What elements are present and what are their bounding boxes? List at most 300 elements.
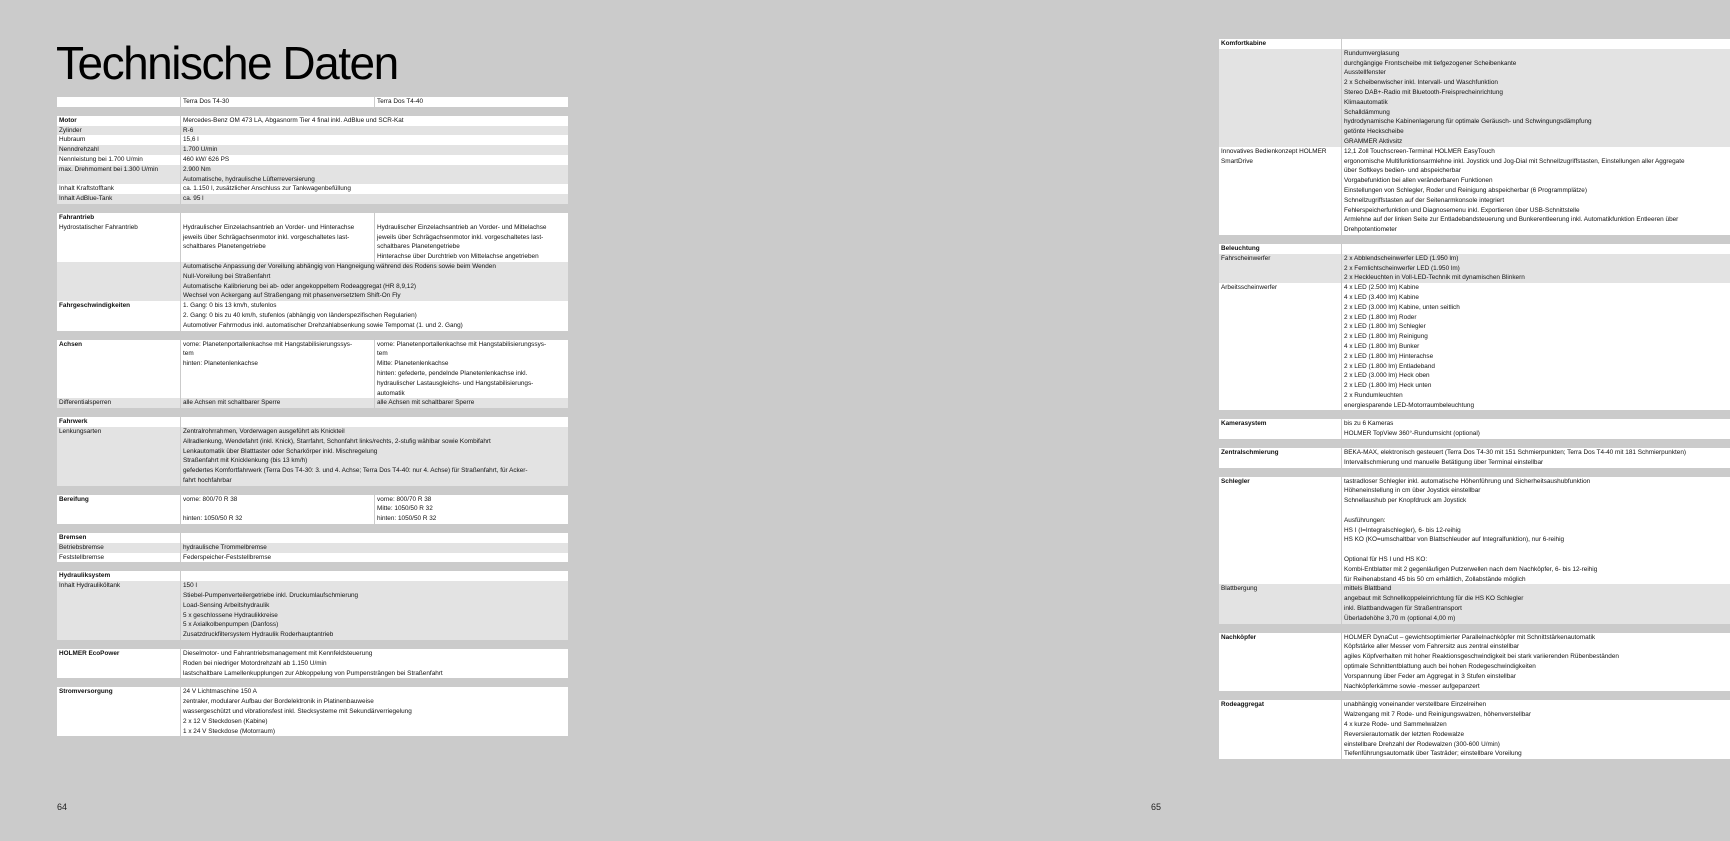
label-text: HOLMER EcoPower	[59, 650, 120, 658]
spec-row	[57, 687, 568, 736]
cell-line: gefedertes Komfortfahrwerk (Terra Dos T4-30: 3. und 4. Achse; Terra Dos T4-40: nur 4. Achse) für Straßenfahrt, für Acker-	[183, 467, 528, 475]
row-label	[1219, 633, 1341, 692]
cell-line: Reversierautomatik der letzten Rodewalze	[1344, 730, 1465, 738]
cell-line: Hydraulischer Einzelachsantrieb an Vorder- und Hinterachse	[183, 223, 355, 231]
cell-line: Überladehöhe 3,70 m (optional 4,00 m)	[1344, 614, 1456, 622]
row-label	[1219, 254, 1341, 283]
row-label	[57, 571, 180, 581]
value-t4-40	[374, 495, 568, 524]
row-spacer	[1219, 468, 1730, 477]
cell-line: Lenkautomatik über Blatttaster oder Scharkörper inkl. Mischregelung	[183, 447, 378, 455]
page-title: Technische Daten	[56, 37, 398, 89]
label-text: Beleuchtung	[1221, 244, 1260, 252]
label-line: Innovatives Bedienkonzept HOLMER	[1221, 147, 1327, 155]
row-spacer	[57, 524, 568, 533]
value-cell	[1341, 419, 1730, 439]
row-label	[1219, 283, 1341, 410]
cell-line: angebaut mit Schnellkoppeleinrichtung für die HS KO Schlegler	[1344, 595, 1524, 603]
cell-line: Automatische Anpassung der Voreilung abhängig von Hangneigung während des Rodens sowie beim Wenden	[183, 262, 496, 270]
cell-line: 4 x LED (2.500 lm) Kabine	[1344, 284, 1419, 292]
cell-line	[183, 571, 566, 581]
cell-line: 4 x LED (3.400 lm) Kabine	[1344, 293, 1419, 301]
cell-line: für Reihenabstand 45 bis 50 cm erhältlich, Zollabstände möglich	[1344, 575, 1526, 583]
cell-line: Automotiver Fahrmodus inkl. automatischer Drehzahlabsenkung sowie Tempomat (1. und 2. Gang)	[183, 321, 463, 329]
spec-row	[57, 135, 568, 145]
cell-line: 2 x LED (3.000 lm) Heck oben	[1344, 372, 1430, 380]
spec-row	[57, 427, 568, 486]
cell-line: ca. 1.150 l, zusätzlicher Anschluss zur Tankwagenbefüllung	[183, 185, 351, 193]
value-cell	[180, 581, 568, 640]
row-label	[57, 135, 180, 145]
cell-line: Straßenfahrt mit Knicklenkung (bis 13 km/h)	[183, 457, 308, 465]
cell-line: Ausstellfenster	[1344, 69, 1386, 77]
spec-row	[1219, 49, 1730, 147]
cell-line: hydraulischer Lastausgleichs- und Hangstabilisierungs-	[377, 379, 534, 387]
label-text	[59, 97, 178, 107]
value-t4-40	[374, 340, 568, 399]
cell-line: zentraler, modularer Aufbau der Bordelektronik in Platinenbauweise	[183, 698, 374, 706]
cell-line: Automatische Kalibrierung bei ab- oder angekoppeltem Rodeaggregat (HR 8,9,12)	[183, 282, 417, 290]
cell-line: Tiefenführungsautomatik über Tasträder; einstellbare Voreilung	[1344, 750, 1522, 758]
value-t4-30	[180, 97, 374, 107]
cell-line: GRAMMER Aktivsitz	[1344, 137, 1403, 145]
row-spacer	[57, 562, 568, 571]
value-cell	[1341, 283, 1730, 410]
value-t4-30	[180, 223, 374, 262]
value-t4-30	[180, 213, 374, 223]
cell-line	[1344, 39, 1728, 49]
spec-row	[57, 495, 568, 524]
cell-line: 2 x LED (3.000 lm) Kabine, unten seitlich	[1344, 303, 1460, 311]
cell-line: Kombi-Entblatter mit 2 gegenläufigen Putzerwellen nach dem Nachköpfer, 6- bis 12-reihig	[1344, 565, 1598, 573]
value-cell	[180, 687, 568, 736]
cell-line: 12,1 Zoll Touchscreen-Terminal HOLMER EasyTouch	[1344, 147, 1495, 155]
spec-row	[1219, 39, 1730, 49]
row-label	[57, 427, 180, 486]
label-text: Zentralschmierung	[1221, 449, 1279, 457]
label-text: Komfortkabine	[1221, 40, 1267, 47]
cell-line: 2 x Abblendscheinwerfer LED (1.950 lm)	[1344, 254, 1459, 262]
label-text: Nenndrehzahl	[59, 146, 99, 154]
cell-line: 2 x Fernlichtscheinwerfer LED (1.950 lm)	[1344, 264, 1460, 272]
cell-line: Rundumverglasung	[1344, 49, 1400, 57]
cell-line: vorne: 800/70 R 38	[377, 495, 432, 503]
row-spacer	[1219, 691, 1730, 700]
cell-line: automatik	[377, 389, 405, 397]
cell-line	[1344, 244, 1728, 254]
cell-line: 150 l	[183, 582, 197, 590]
cell-line: fahrt hochfahrbar	[183, 476, 232, 484]
value-t4-40	[374, 223, 568, 262]
cell-line: hydrodynamische Kabinenlagerung für optimale Geräusch- und Schwingungsdämpfung	[1344, 118, 1592, 126]
row-spacer	[57, 331, 568, 340]
cell-line: Wechsel von Ackergang auf Straßengang mit phasenversetztem Shift-On Fly	[183, 292, 401, 300]
row-label	[57, 301, 180, 330]
value-cell	[180, 165, 568, 185]
value-cell	[180, 135, 568, 145]
value-cell	[1341, 448, 1730, 468]
cell-line: Mitte: 1050/50 R 32	[377, 505, 433, 513]
cell-line: 1.700 U/min	[183, 146, 218, 154]
row-label	[57, 543, 180, 553]
spec-row	[57, 340, 568, 399]
row-label	[57, 533, 180, 543]
cell-line: 5 x geschlossene Hydraulikkreise	[183, 611, 278, 619]
spec-table-right	[1219, 39, 1730, 759]
value-cell	[180, 427, 568, 486]
cell-line: 1 x 24 V Steckdose (Motorraum)	[183, 727, 275, 735]
row-label	[1219, 419, 1341, 439]
cell-line: getönte Heckscheibe	[1344, 128, 1404, 136]
cell-line: Klimaautomatik	[1344, 98, 1388, 106]
label-text: Lenkungsarten	[59, 427, 102, 435]
row-label	[57, 340, 180, 399]
spec-row	[57, 116, 568, 126]
value-cell	[1341, 700, 1730, 759]
label-text: Kamerasystem	[1221, 420, 1267, 428]
label-line: SmartDrive	[1221, 157, 1253, 165]
spec-row	[57, 194, 568, 204]
cell-line: 4 x LED (1.800 lm) Bunker	[1344, 342, 1420, 350]
spec-row	[57, 213, 568, 223]
spec-row	[57, 581, 568, 640]
row-label	[57, 223, 180, 262]
cell-line: einstellbare Drehzahl der Rodewalzen (300-600 U/min)	[1344, 740, 1500, 748]
cell-line: Zentralrohrrahmen, Vorderwagen ausgeführt als Knickteil	[183, 427, 345, 435]
cell-line: BEKA-MAX, elektronisch gesteuert (Terra Dos T4-30 mit 151 Schmierpunkten; Terra Dos T4-40 mit 181 Schmierpunkten)	[1344, 449, 1687, 457]
spec-row	[57, 533, 568, 543]
label-text: Stromversorgung	[59, 688, 113, 696]
label-text	[1221, 49, 1339, 59]
cell-line: Automatische, hydraulische Lüfterreversierung	[183, 175, 315, 183]
spec-row	[57, 543, 568, 553]
row-spacer	[57, 678, 568, 687]
row-spacer	[57, 408, 568, 417]
label-text: Arbeitsscheinwerfer	[1221, 284, 1278, 292]
label-text: Inhalt AdBlue-Tank	[59, 195, 113, 203]
cell-line: jeweils über Schrägachsenmotor inkl. vorgeschaltetes last-	[377, 233, 544, 241]
spec-row	[57, 97, 568, 107]
row-label	[57, 184, 180, 194]
cell-line: Zusatzdruckfiltersystem Hydraulik Roderhauptantrieb	[183, 631, 334, 639]
cell-line: 2 x LED (1.800 lm) Entladeband	[1344, 362, 1435, 370]
value-cell	[180, 649, 568, 678]
row-label	[1219, 244, 1341, 254]
cell-line: Vorgabefunktion bei allen veränderbaren Funktionen	[1344, 177, 1493, 185]
cell-line: 2. Gang: 0 bis zu 40 km/h, stufenlos (abhängig von länderspezifischen Regularien)	[183, 311, 417, 319]
label-text: Fahrgeschwindigkeiten	[59, 302, 131, 310]
row-spacer	[57, 107, 568, 116]
row-label	[1219, 147, 1341, 235]
spec-row	[57, 571, 568, 581]
cell-line	[377, 213, 566, 223]
value-cell	[180, 155, 568, 165]
cell-line: energiesparende LED-Motorraumbeleuchtung	[1344, 401, 1475, 409]
spec-row	[1219, 700, 1730, 759]
cell-line: tastradloser Schlegler inkl. automatische Höhenführung und Sicherheitsaushubfunktion	[1344, 477, 1591, 485]
value-t4-30	[180, 340, 374, 399]
cell-line: Armlehne auf der linken Seite zur Entladebandsteuerung und Bunkerentleerung inkl. Automatikfunktion Entleeren über	[1344, 216, 1679, 224]
cell-line: 2 x Scheibenwischer inkl. Intervall- und Waschfunktion	[1344, 79, 1498, 87]
cell-line: ca. 95 l	[183, 195, 204, 203]
row-label	[1219, 584, 1341, 623]
value-t4-40	[374, 97, 568, 107]
spec-row	[57, 223, 568, 262]
cell-line: Fehlerspeicherfunktion und Diagnosemenu inkl. Exportieren über USB-Schnittstelle	[1344, 206, 1580, 214]
row-label	[57, 145, 180, 155]
cell-line: Hydraulischer Einzelachsantrieb an Vorder- und Mittelachse	[377, 223, 547, 231]
label-text: Feststellbremse	[59, 553, 105, 561]
row-label	[1219, 448, 1341, 468]
cell-line	[183, 417, 566, 427]
cell-line: Intervallschmierung und manuelle Betätigung über Terminal einstellbar	[1344, 458, 1544, 466]
label-text: Schlegler	[1221, 477, 1250, 485]
cell-line: durchgängige Frontscheibe mit tiefgezogener Scheibenkante	[1344, 59, 1517, 67]
spec-row	[57, 165, 568, 185]
cell-line	[183, 533, 566, 543]
cell-line: inkl. Blattbandwagen für Straßentransport	[1344, 605, 1462, 613]
cell-line: 2 x 12 V Steckdosen (Kabine)	[183, 717, 268, 725]
value-cell	[1341, 147, 1730, 235]
row-label	[57, 398, 180, 408]
row-label	[1219, 700, 1341, 759]
label-text	[59, 262, 178, 272]
cell-line: Drehpotentiometer	[1344, 226, 1397, 234]
label-text: Hubraum	[59, 136, 86, 144]
left-page	[0, 0, 595, 841]
cell-line: hydraulische Trommelbremse	[183, 543, 267, 551]
row-spacer	[1219, 624, 1730, 633]
value-t4-30	[180, 495, 374, 524]
row-label	[57, 194, 180, 204]
spec-row	[1219, 147, 1730, 235]
cell-line: 2 x LED (1.800 lm) Schlegler	[1344, 323, 1426, 331]
spec-row	[1219, 584, 1730, 623]
label-text: Fahrscheinwerfer	[1221, 254, 1271, 262]
label-text: Nennleistung bei 1.700 U/min	[59, 155, 143, 163]
cell-line: Stiebel-Pumpenverteilergetriebe inkl. Druckumlaufschmierung	[183, 592, 359, 600]
label-text: Differentialsperren	[59, 399, 112, 407]
label-text: Hydrostatischer Fahrantrieb	[59, 223, 138, 231]
cell-line: vorne: Planetenportallenkachse mit Hangstabilisierungssys-	[377, 340, 547, 348]
cell-line: agiles Köpfverhalten mit hoher Reaktionsgeschwindigkeit bei stark variierenden Rübenbeständen	[1344, 653, 1619, 661]
row-label	[57, 417, 180, 427]
cell-line: Schnellzugriffstasten auf der Seitenarmkonsole integriert	[1344, 196, 1505, 204]
cell-line: Load-Sensing Arbeitshydraulik	[183, 601, 270, 609]
cell-line: tem	[377, 350, 388, 358]
value-cell	[180, 571, 568, 581]
value-cell	[1341, 584, 1730, 623]
right-page	[595, 0, 1687, 841]
cell-line: lastschaltbare Lamellenkupplungen zur Abkoppelung von Pumpensträngen bei Straßenfahrt	[183, 669, 443, 677]
cell-line	[183, 213, 372, 223]
spec-row	[57, 262, 568, 301]
value-cell	[180, 417, 568, 427]
row-label	[1219, 477, 1341, 585]
cell-line: Nachköpferkämme sowie -messer aufgepanzert	[1344, 682, 1480, 690]
cell-line: Mercedes-Benz OM 473 LA, Abgasnorm Tier 4 final inkl. AdBlue und SCR-Kat	[183, 116, 404, 124]
row-label	[57, 165, 180, 185]
row-label	[57, 581, 180, 640]
label-text: Fahrantrieb	[59, 213, 95, 221]
spec-row	[57, 301, 568, 330]
value-t4-40	[374, 398, 568, 408]
cell-line: hinten: 1050/50 R 32	[377, 515, 437, 523]
row-label	[57, 687, 180, 736]
page-number-left: 64	[57, 802, 68, 812]
value-cell	[180, 543, 568, 553]
cell-line: ergonomische Multifunktionsarmlehne inkl. Joystick und Jog-Dial mit Schnellzugriffstasten, Einstellungen aller Aggregate	[1344, 157, 1685, 165]
cell-line: 2 x Heckleuchten in Voll-LED-Technik mit dynamischen Blinkern	[1344, 274, 1525, 282]
cell-line: Walzengang mit 7 Rode- und Reinigungswalzen, höhenverstellbar	[1344, 711, 1531, 719]
cell-line: 15,6 l	[183, 136, 199, 144]
cell-line: Ausführungen:	[1344, 516, 1386, 524]
spec-table-left	[57, 97, 568, 736]
cell-line: Terra Dos T4-40	[377, 98, 424, 105]
cell-line: 2 x Rundumleuchten	[1344, 391, 1403, 399]
label-text: Hydrauliksystem	[59, 572, 111, 580]
label-text: Inhalt Hydrauliköltank	[59, 582, 121, 590]
cell-line: Einstellungen von Schlegler, Roder und Reinigung abspeicherbar (6 Programmplätze)	[1344, 186, 1587, 194]
value-cell	[180, 533, 568, 543]
value-cell	[180, 145, 568, 155]
label-text: Rodeaggregat	[1221, 701, 1264, 709]
cell-line: bis zu 6 Kameras	[1344, 420, 1394, 428]
cell-line: Terra Dos T4-30	[183, 98, 230, 105]
cell-line: 2 x LED (1.800 lm) Roder	[1344, 313, 1417, 321]
value-cell	[180, 116, 568, 126]
cell-line	[1344, 506, 1728, 516]
value-cell	[180, 194, 568, 204]
row-label	[57, 262, 180, 301]
label-text: max. Drehmoment bei 1.300 U/min	[59, 165, 159, 173]
cell-line: Allradlenkung, Wendefahrt (inkl. Knick), Starrfahrt, Schonfahrt links/rechts, 2-stufig wählbar sowie Kombifahrt	[183, 437, 491, 445]
cell-line: Schalldämmung	[1344, 108, 1390, 116]
row-label	[57, 116, 180, 126]
row-label	[57, 97, 180, 107]
spec-row	[57, 126, 568, 136]
value-t4-30	[180, 398, 374, 408]
cell-line: vorne: 800/70 R 38	[183, 495, 238, 503]
spec-row	[57, 417, 568, 427]
page-number-right: 65	[1150, 802, 1161, 812]
label-text: Bremsen	[59, 534, 87, 542]
cell-line	[1344, 545, 1728, 555]
cell-line: optimale Schnittentblattung auch bei hohen Rodegeschwindigkeiten	[1344, 663, 1536, 671]
cell-line: Roden bei niedriger Motordrehzahl ab 1.150 U/min	[183, 659, 327, 667]
value-cell	[180, 184, 568, 194]
cell-line: HS I (I=Integralschlegler), 6- bis 12-reihig	[1344, 526, 1461, 534]
cell-line: vorne: Planetenportallenkachse mit Hangstabilisierungssys-	[183, 340, 353, 348]
cell-line: Schnellaushub per Knopfdruck am Joystick	[1344, 497, 1467, 505]
cell-line: hinten: 1050/50 R 32	[183, 515, 243, 523]
row-label	[57, 155, 180, 165]
cell-line: schaltbares Planetengetriebe	[183, 243, 266, 251]
cell-line: 1. Gang: 0 bis 13 km/h, stufenlos	[183, 302, 277, 310]
label-text: Inhalt Kraftstofftank	[59, 185, 114, 193]
cell-line: 2 x LED (1.800 lm) Hinterachse	[1344, 352, 1434, 360]
cell-line: alle Achsen mit schaltbarer Sperre	[183, 399, 281, 407]
cell-line: Dieselmotor- und Fahrantriebsmanagement mit Kennfeldsteuerung	[183, 650, 373, 658]
cell-line: Hinterachse über Durchtrieb von Mittelachse angetrieben	[377, 253, 539, 261]
row-spacer	[57, 204, 568, 213]
spec-row	[1219, 283, 1730, 410]
label-text: Nachköpfer	[1221, 633, 1257, 641]
cell-line: HOLMER TopView 360°-Rundumsicht (optional)	[1344, 430, 1480, 438]
cell-line: tem	[183, 350, 194, 358]
cell-line: wassergeschützt und vibrationsfest inkl. Stecksysteme mit Sekundärverriegelung	[183, 708, 412, 716]
spec-row	[1219, 448, 1730, 468]
value-cell	[1341, 254, 1730, 283]
value-cell	[1341, 49, 1730, 147]
cell-line: 24 V Lichtmaschine 150 A	[183, 688, 257, 696]
label-text: Betriebsbremse	[59, 543, 104, 551]
spec-row	[57, 398, 568, 408]
spec-row	[1219, 419, 1730, 439]
row-label	[57, 495, 180, 524]
label-text: Motor	[59, 116, 77, 124]
cell-line: R-6	[183, 126, 194, 134]
cell-line: Federspeicher-Feststellbremse	[183, 553, 272, 561]
value-cell	[1341, 244, 1730, 254]
value-cell	[1341, 633, 1730, 692]
cell-line: alle Achsen mit schaltbarer Sperre	[377, 399, 475, 407]
row-label	[57, 126, 180, 136]
cell-line: 4 x kurze Rode- und Sammelwalzen	[1344, 721, 1447, 728]
row-label	[57, 213, 180, 223]
cell-line: unabhängig voneinander verstellbare Einzelreihen	[1344, 701, 1487, 709]
spec-row	[57, 649, 568, 678]
label-text: Achsen	[59, 340, 83, 348]
value-cell	[180, 126, 568, 136]
spec-row	[57, 184, 568, 194]
cell-line: 460 kW/ 626 PS	[183, 155, 230, 163]
cell-line: 5 x Axialkolbenpumpen (Danfoss)	[183, 621, 279, 629]
cell-line: HOLMER DynaCut – gewichtsoptimierter Parallelnachköpfer mit Schnittstärkenautomatik	[1344, 633, 1596, 641]
row-spacer	[57, 486, 568, 495]
row-label	[57, 649, 180, 678]
row-spacer	[1219, 410, 1730, 419]
cell-line: schaltbares Planetengetriebe	[377, 243, 460, 251]
value-cell	[1341, 39, 1730, 49]
value-cell	[1341, 477, 1730, 585]
cell-line: 2 x LED (1.800 lm) Heck unten	[1344, 382, 1432, 390]
label-text: Blattbergung	[1221, 585, 1258, 593]
cell-line: Köpfstärke aller Messer vom Fahrersitz aus zentral einstellbar	[1344, 643, 1520, 651]
row-label	[1219, 39, 1341, 49]
spec-row	[57, 155, 568, 165]
cell-line: hinten: gefederte, pendelnde Planetenlenkachse inkl.	[377, 369, 528, 377]
label-text: Fahrwerk	[59, 418, 88, 426]
cell-line: HS KO (KO=umschaltbar von Blattschleuder auf Integralfunktion), nur 6-reihig	[1344, 536, 1565, 544]
label-text: Bereifung	[59, 495, 89, 503]
row-spacer	[1219, 235, 1730, 244]
cell-line: hinten: Planetenlenkachse	[183, 360, 258, 368]
cell-line: 2 x LED (1.800 lm) Reinigung	[1344, 333, 1428, 341]
cell-line: Null-Voreilung bei Straßenfahrt	[183, 272, 271, 280]
value-t4-40	[374, 213, 568, 223]
cell-line: über Softkeys bedien- und abspeicherbar	[1344, 167, 1461, 175]
row-spacer	[57, 640, 568, 649]
spec-row	[1219, 633, 1730, 692]
cell-line: Optional für HS I und HS KO:	[1344, 556, 1428, 564]
spec-row	[1219, 244, 1730, 254]
value-cell	[180, 553, 568, 563]
label-text: Zylinder	[59, 126, 82, 134]
cell-line: Mitte: Planetenlenkachse	[377, 360, 449, 368]
cell-line: mittels Blattband	[1344, 585, 1392, 593]
spec-row	[1219, 254, 1730, 283]
